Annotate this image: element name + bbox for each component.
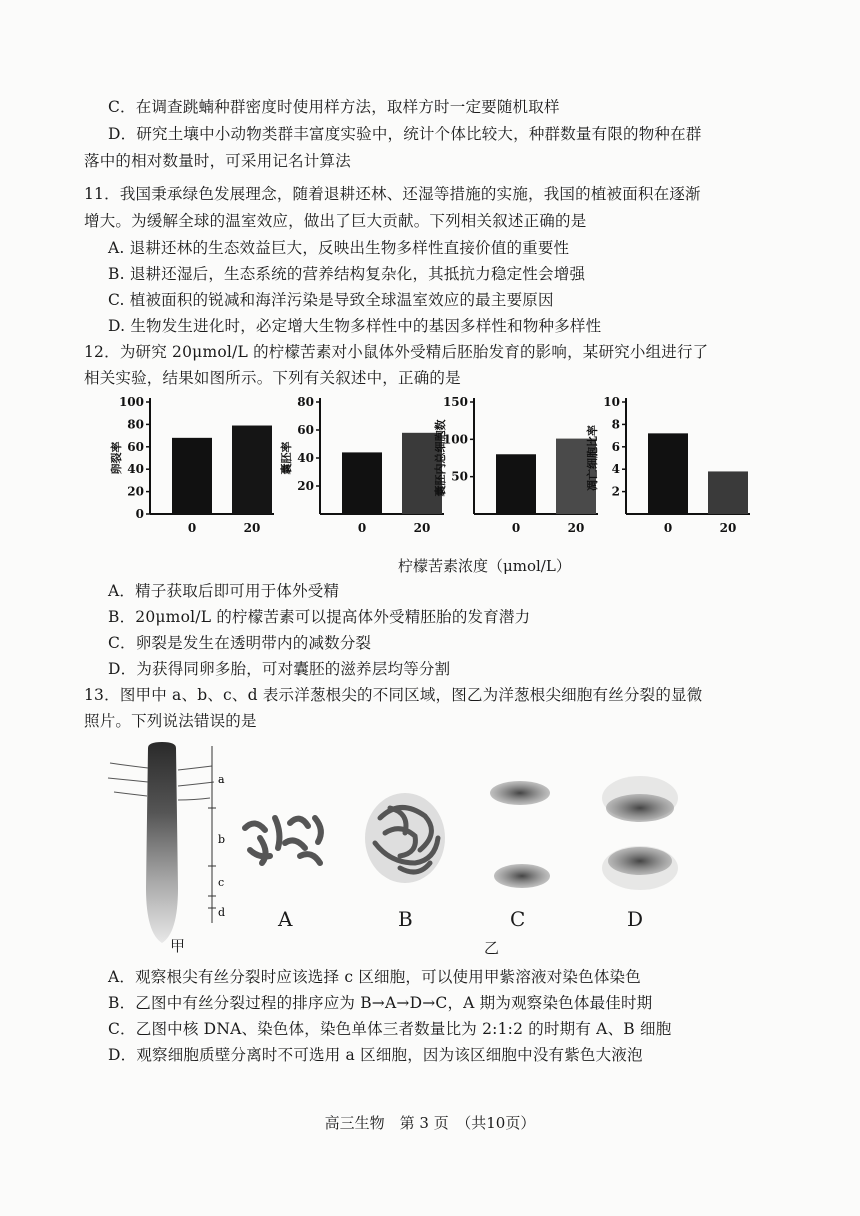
zone-label-a: a <box>218 773 225 786</box>
y-axis-label: 卵裂率 <box>110 441 123 475</box>
q12-option-d: D．为获得同卵多胎，可对囊胚的滋养层均等分割 <box>108 660 451 678</box>
y-tick-label: 10 <box>603 395 620 409</box>
x-tick-label: 20 <box>567 521 585 535</box>
q11-option-a: A. 退耕还林的生态效益巨大，反映出生物多样性直接价值的重要性 <box>108 239 570 257</box>
bar-chart-blastocyst-rate <box>278 394 450 542</box>
bar-20 <box>232 426 272 514</box>
question-11-stem: 增大。为缓解全球的温室效应，做出了巨大贡献。下列相关叙述正确的是 <box>84 212 587 230</box>
cell-label-a: A <box>278 907 293 931</box>
bar-0 <box>496 454 536 514</box>
y-tick-label: 100 <box>442 432 468 447</box>
x-tick-label: 0 <box>663 521 673 535</box>
y-tick-label: 4 <box>611 462 620 477</box>
x-tick-label: 20 <box>243 521 261 535</box>
y-tick-label: 20 <box>127 484 144 499</box>
q13-option-b: B．乙图中有丝分裂过程的排序应为 B→A→D→C，A 期为观察染色体最佳时期 <box>108 994 653 1012</box>
y-tick-label: 20 <box>297 479 314 493</box>
bar-chart-cleavage-rate <box>108 394 280 542</box>
x-tick-label: 0 <box>511 521 521 535</box>
y-tick-label: 150 <box>442 395 468 409</box>
cell-c-chromosomes <box>490 781 550 888</box>
figure-yi-label: 乙 <box>484 939 500 957</box>
y-tick-label: 8 <box>611 417 620 432</box>
option-line: C．在调查跳蝻种群密度时使用样方法，取样方时一定要随机取样 <box>108 98 560 116</box>
zone-marker-line <box>208 746 216 923</box>
bar-0 <box>342 452 382 514</box>
q11-option-d: D. 生物发生进化时，必定增大生物多样性中的基因多样性和物种多样性 <box>108 317 602 335</box>
y-tick-label: 80 <box>127 417 144 432</box>
question-12-stem: 12．为研究 20μmol/L 的柠檬苦素对小鼠体外受精后胚胎发育的影响，某研究小组进行了 <box>84 343 709 361</box>
cell-label-c: C <box>510 907 526 931</box>
y-tick-label: 40 <box>297 451 314 465</box>
q13-option-a: A．观察根尖有丝分裂时应该选择 c 区细胞，可以使用甲紫溶液对染色体染色 <box>108 968 641 986</box>
cell-a-chromosomes <box>245 818 321 863</box>
zone-label-b: b <box>218 833 226 846</box>
bar-20 <box>708 471 748 514</box>
onion-root-tip <box>108 742 214 943</box>
y-tick-label: 50 <box>451 469 468 484</box>
y-tick-label: 0 <box>135 507 144 521</box>
x-tick-label: 0 <box>357 521 367 535</box>
y-tick-label: 60 <box>297 423 314 437</box>
cell-label-d: D <box>627 907 644 931</box>
x-tick-label: 20 <box>719 521 737 535</box>
y-axis-label: 囊胚率 <box>280 441 293 475</box>
option-line: 落中的相对数量时，可采用记名计算法 <box>84 152 351 170</box>
bar-0 <box>648 433 688 514</box>
zone-label-d: d <box>218 906 226 919</box>
chart-x-caption: 柠檬苦素浓度（μmol/L） <box>398 557 571 575</box>
y-tick-label: 6 <box>611 439 620 454</box>
page-footer: 高三生物 第 3 页 （共10页） <box>324 1114 536 1132</box>
question-13-stem: 照片。下列说法错误的是 <box>84 712 257 730</box>
cell-b-chromosomes <box>365 793 445 883</box>
bar-chart-total-cells <box>432 394 604 542</box>
q11-option-b: B. 退耕还湿后，生态系统的营养结构复杂化，其抵抗力稳定性会增强 <box>108 265 586 283</box>
question-11-stem: 11．我国秉承绿色发展理念，随着退耕还林、还湿等措施的实施，我国的植被面积在逐渐 <box>84 185 701 203</box>
zone-label-c: c <box>218 876 225 889</box>
y-tick-label: 60 <box>127 439 144 454</box>
q12-option-a: A．精子获取后即可用于体外受精 <box>108 582 340 600</box>
y-axis-label: 凋亡细胞比率 <box>586 425 599 491</box>
y-tick-label: 40 <box>127 462 144 477</box>
figure-jia-label: 甲 <box>170 937 186 955</box>
bar-0 <box>172 438 212 514</box>
question-13-stem: 13．图甲中 a、b、c、d 表示洋葱根尖的不同区域，图乙为洋葱根尖细胞有丝分裂的显微 <box>84 686 703 704</box>
cell-label-b: B <box>398 907 413 931</box>
bar-chart-apoptosis-rate <box>584 394 756 542</box>
y-axis-label: 囊胚内总细胞数 <box>434 419 447 497</box>
y-tick-label: 2 <box>611 484 620 499</box>
q11-option-c: C. 植被面积的锐减和海洋污染是导致全球温室效应的最主要原因 <box>108 291 554 309</box>
x-tick-label: 20 <box>413 521 431 535</box>
q13-option-c: C．乙图中核 DNA、染色体，染色单体三者数量比为 2:1:2 的时期有 A、B 细胞 <box>108 1020 672 1038</box>
x-tick-label: 0 <box>187 521 197 535</box>
q12-option-b: B．20μmol/L 的柠檬苦素可以提高体外受精胚胎的发育潜力 <box>108 608 531 626</box>
y-tick-label: 100 <box>118 395 144 409</box>
question-12-stem: 相关实验，结果如图所示。下列有关叙述中，正确的是 <box>84 369 461 387</box>
cell-d-chromosomes <box>602 776 678 890</box>
option-line: D．研究土壤中小动物类群丰富度实验中，统计个体比较大，种群数量有限的物种在群 <box>108 125 702 143</box>
y-tick-label: 80 <box>297 395 314 409</box>
q13-option-d: D．观察细胞质壁分离时不可选用 a 区细胞，因为该区细胞中没有紫色大液泡 <box>108 1046 643 1064</box>
q12-option-c: C．卵裂是发生在透明带内的减数分裂 <box>108 634 372 652</box>
